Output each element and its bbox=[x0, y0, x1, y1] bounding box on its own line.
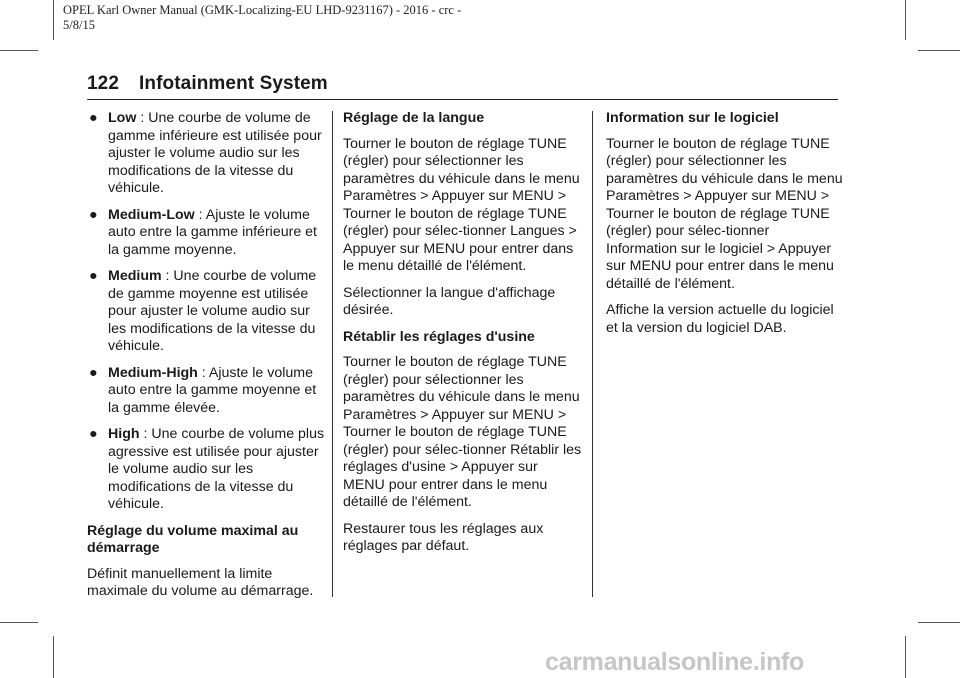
list-item-text: : Ajuste le volume auto entre la gamme inférieure et la gamme moyenne. bbox=[108, 206, 317, 258]
paragraph: Tourner le bouton de réglage TUNE (régler) pour sélectionner les paramètres du véhicule dans le menu Paramètres > Appuyer sur MENU > Tourner le bouton de réglage TUNE (régler) pour sélec-tionner Rétablir les réglages d'usine > Appuyer sur MENU pour entrer dans le menu détaillé de l'élément. bbox=[343, 354, 582, 510]
running-header-date: 5/8/15 bbox=[63, 18, 95, 32]
list-item-term: Low bbox=[108, 110, 137, 126]
paragraph: Affiche la version actuelle du logiciel et la version du logiciel DAB. bbox=[606, 302, 834, 336]
subheading-language: Réglage de la langue bbox=[343, 110, 485, 126]
watermark: carmanualsonline.info bbox=[545, 648, 805, 676]
paragraph: Définit manuellement la limite maximale du volume au démarrage. bbox=[87, 565, 314, 599]
subheading-software-info: Information sur le logiciel bbox=[606, 110, 779, 126]
column-2 bbox=[343, 110, 583, 565]
list-item-term: High bbox=[108, 426, 140, 442]
crop-mark bbox=[53, 0, 54, 40]
subheading-factory-reset: Rétablir les réglages d'usine bbox=[343, 328, 535, 345]
list-item bbox=[87, 426, 325, 514]
subheading-max-startup-volume: Réglage du volume maximal au démarrage bbox=[87, 522, 299, 556]
crop-mark bbox=[0, 50, 38, 51]
bullet-icon: ● bbox=[89, 364, 98, 381]
column-1 bbox=[87, 110, 325, 610]
bullet-icon: ● bbox=[89, 426, 98, 442]
list-item-term: Medium-Low bbox=[108, 206, 195, 223]
paragraph: Tourner le bouton de réglage TUNE (régler) pour sélectionner les paramètres du véhicule dans le menu Paramètres > Appuyer sur MENU > Tourner le bouton de réglage TUNE (régler) pour sélec-tionner Langues > Appuyer sur MENU pour entrer dans le menu détaillé de l'élément. bbox=[343, 135, 580, 274]
list-item-text: : Ajuste le volume auto entre la gamme moyenne et la gamme élevée. bbox=[108, 364, 317, 416]
list-item-term: Medium bbox=[108, 268, 162, 284]
column-divider bbox=[592, 111, 593, 597]
crop-mark bbox=[905, 636, 906, 678]
paragraph: Sélectionner la langue d'affichage désirée. bbox=[343, 284, 556, 318]
crop-mark bbox=[918, 50, 960, 51]
list-item-term: Medium-High bbox=[108, 364, 198, 381]
section-title: Infotainment System bbox=[139, 73, 328, 94]
crop-mark bbox=[0, 622, 38, 623]
list-item-text: : Une courbe de volume de gamme moyenne est utilisée pour ajuster le volume audio sur les modifications de la vitesse du véhicule. bbox=[108, 268, 317, 354]
crop-mark bbox=[905, 0, 906, 40]
crop-mark bbox=[53, 636, 54, 678]
crop-mark bbox=[918, 622, 960, 623]
list-item bbox=[87, 365, 325, 418]
column-divider bbox=[332, 111, 333, 597]
list-item bbox=[87, 207, 325, 260]
list-item bbox=[87, 110, 325, 198]
list-item-text: : Une courbe de volume de gamme inférieure est utilisée pour ajuster le volume audio sur les modifications de la vitesse du véhicule. bbox=[108, 110, 322, 196]
paragraph: Tourner le bouton de réglage TUNE (régler) pour sélectionner les paramètres du véhicule dans le menu Paramètres > Appuyer sur MENU > Tourner le bouton de réglage TUNE (régler) pour sélec-tionner Information sur le logiciel > Appuyer sur MENU pour entrer dans le menu détaillé de l'élément. bbox=[606, 135, 843, 292]
volume-mode-list bbox=[87, 110, 325, 514]
page-number: 122 bbox=[87, 73, 120, 94]
bullet-icon: ● bbox=[89, 206, 98, 223]
bullet-icon: ● bbox=[89, 110, 98, 126]
running-header-title: OPEL Karl Owner Manual (GMK-Localizing-EU LHD-9231167) - 2016 - crc - bbox=[63, 3, 462, 17]
paragraph: Restaurer tous les réglages aux réglages par défaut. bbox=[343, 520, 544, 554]
list-item-text: : Une courbe de volume plus agressive est utilisée pour ajuster le volume audio sur les modifications de la vitesse du véhicule. bbox=[108, 426, 325, 512]
list-item bbox=[87, 268, 325, 356]
column-3 bbox=[606, 110, 844, 346]
running-header bbox=[63, 3, 583, 33]
page-heading bbox=[87, 73, 328, 95]
bullet-icon: ● bbox=[89, 268, 98, 284]
heading-rule bbox=[87, 99, 838, 100]
